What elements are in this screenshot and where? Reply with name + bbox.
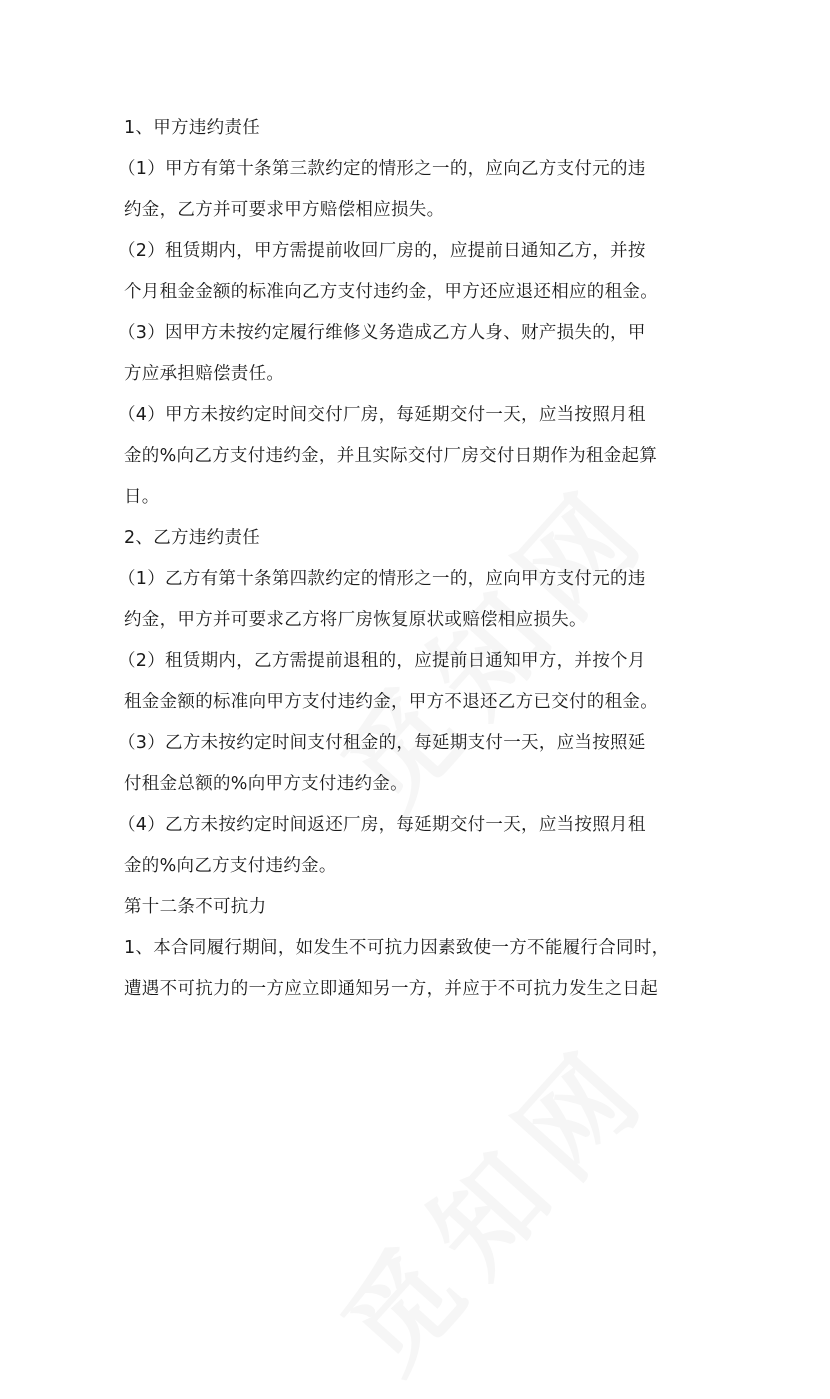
paragraph-line: （2）租赁期内，甲方需提前收回厂房的，应提前日通知乙方，并按	[118, 241, 646, 261]
paragraph-line: （3）因甲方未按约定履行维修义务造成乙方人身、财产损失的，甲	[118, 323, 646, 343]
document-body	[118, 108, 714, 1010]
section-heading-party-a-liability: 1、甲方违约责任	[124, 118, 261, 138]
paragraph-line: （2）租赁期内，乙方需提前退租的，应提前日通知甲方，并按个月	[118, 651, 646, 671]
paragraph-line: 约金，甲方并可要求乙方将厂房恢复原状或赔偿相应损失。	[124, 610, 587, 630]
paragraph-line: 金的%向乙方支付违约金。	[124, 856, 337, 876]
paragraph-line: 1、本合同履行期间，如发生不可抗力因素致使一方不能履行合同时，	[124, 938, 670, 958]
paragraph-line: （1）乙方有第十条第四款约定的情形之一的，应向甲方支付元的违	[118, 569, 646, 589]
paragraph-line: 租金金额的标准向甲方支付违约金，甲方不退还乙方已交付的租金。	[124, 692, 658, 712]
paragraph-line: 金的%向乙方支付违约金，并且实际交付厂房交付日期作为租金起算	[124, 446, 658, 466]
paragraph-line: 遭遇不可抗力的一方应立即通知另一方，并应于不可抗力发生之日起	[124, 979, 658, 999]
paragraph-line: 日。	[124, 487, 160, 507]
paragraph-line: 付租金总额的%向甲方支付违约金。	[124, 774, 408, 794]
paragraph-line: （1）甲方有第十条第三款约定的情形之一的，应向乙方支付元的违	[118, 159, 646, 179]
paragraph-line: （3）乙方未按约定时间支付租金的，每延期支付一天，应当按照延	[118, 733, 646, 753]
paragraph-line: 方应承担赔偿责任。	[124, 364, 285, 384]
article-heading-force-majeure: 第十二条不可抗力	[124, 897, 267, 917]
paragraph-line: 约金，乙方并可要求甲方赔偿相应损失。	[124, 200, 445, 220]
section-heading-party-b-liability: 2、乙方违约责任	[124, 528, 261, 548]
paragraph-line: （4）甲方未按约定时间交付厂房，每延期交付一天，应当按照月租	[118, 405, 646, 425]
paragraph-line: 个月租金金额的标准向乙方支付违约金，甲方还应退还相应的租金。	[124, 282, 658, 302]
paragraph-line: （4）乙方未按约定时间返还厂房，每延期交付一天，应当按照月租	[118, 815, 646, 835]
